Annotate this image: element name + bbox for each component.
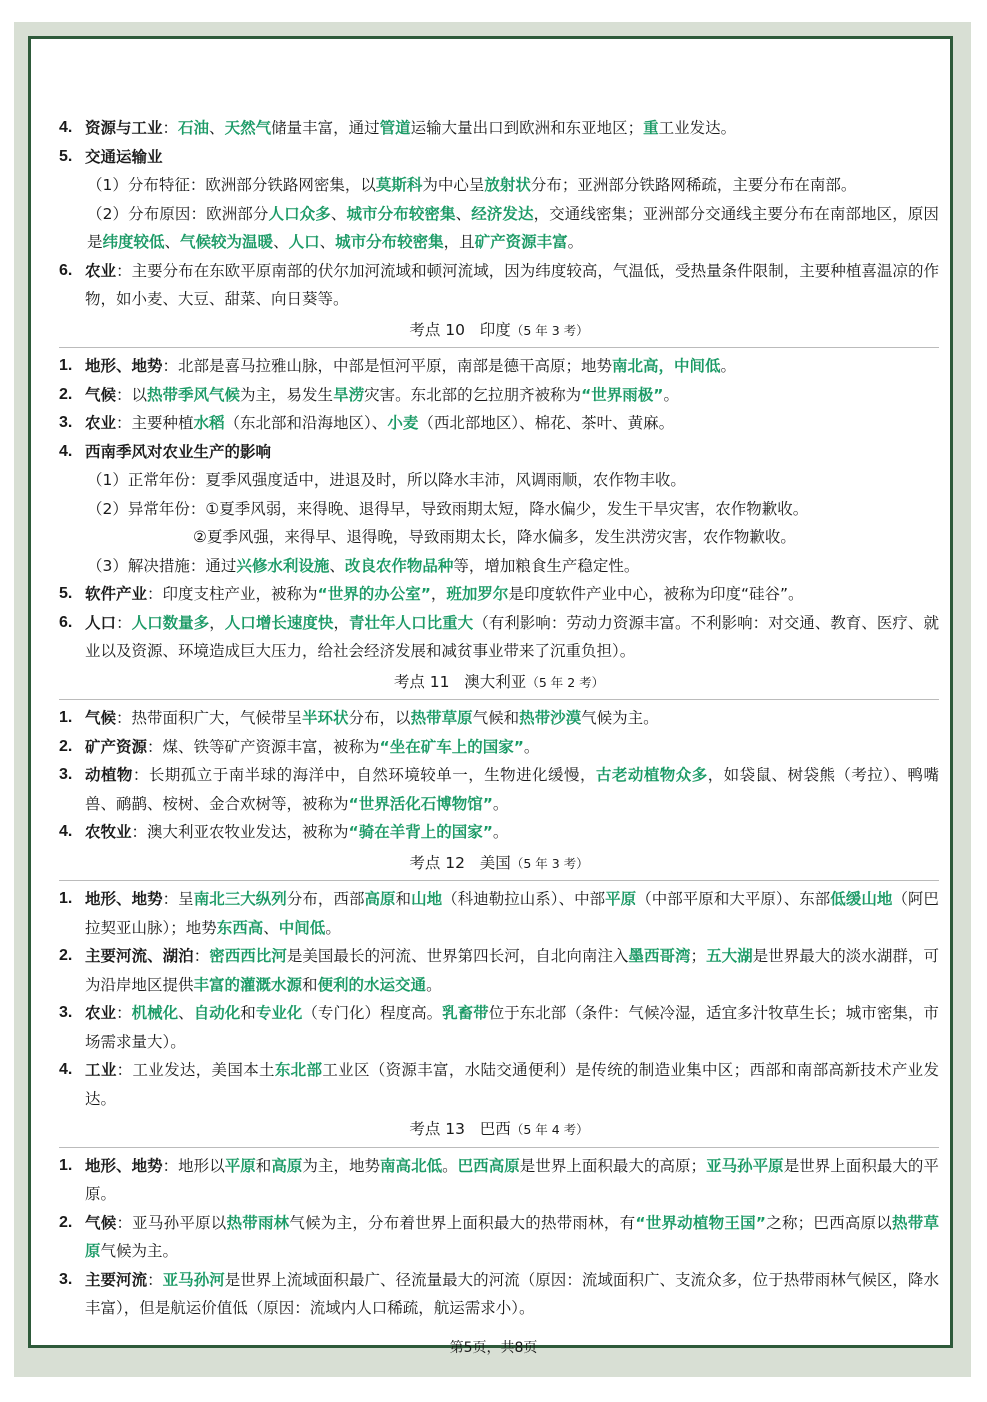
key-term: “世界的办公室” — [317, 585, 431, 603]
list-item — [59, 352, 939, 381]
text-run: ：以 — [116, 385, 148, 404]
section-title: 澳大利亚 — [464, 672, 527, 691]
text-run: 是印度软件产业中心，被称为印度“硅谷”。 — [508, 585, 804, 603]
section-label: 考点 13 — [409, 1120, 466, 1138]
list-item — [59, 143, 939, 172]
key-term: 天然气 — [224, 119, 272, 137]
item-number: 4. — [59, 1061, 73, 1078]
item-text — [85, 438, 939, 467]
text-run: （3）解决措施：通过 — [87, 556, 237, 575]
section-divider — [59, 880, 939, 881]
key-term: 经济发达 — [471, 204, 534, 223]
item-text — [85, 733, 939, 762]
item-number: 5. — [59, 147, 73, 165]
text-run: ： — [116, 613, 132, 632]
key-term: 纬度较低 — [102, 233, 165, 251]
item-text — [87, 466, 939, 495]
text-run: 分布，以 — [348, 709, 411, 727]
key-term: 城市分布较密集 — [346, 204, 456, 223]
section-label: 考点 12 — [409, 853, 466, 872]
text-run: ，如袋鼠、树袋熊（考拉）、鸭嘴兽、鸸鹋、桉树、金合欢树等，被称为 — [85, 766, 939, 813]
item-title: 工业 — [85, 1061, 117, 1079]
item-number: 1. — [59, 709, 73, 726]
text-run: 气候为主。 — [581, 709, 659, 727]
text-run: 气候为主。 — [100, 1242, 179, 1260]
text-run: 是世界上面积最大的高原； — [519, 1156, 707, 1175]
key-term: 石油 — [178, 119, 210, 137]
key-term: 矿产资源丰富 — [474, 233, 568, 251]
text-run: 、 — [273, 233, 289, 251]
text-run: ：呈 — [162, 890, 194, 908]
text-run: ， — [333, 613, 349, 632]
section-divider — [59, 347, 939, 348]
section-title: 美国 — [479, 853, 511, 872]
key-term: 兴修水利设施 — [236, 556, 330, 575]
text-run: 。 — [325, 918, 341, 937]
section-label: 考点 11 — [393, 672, 450, 691]
text-run: （1）分布特征：欧洲部分铁路网密集，以 — [87, 176, 376, 194]
text-run: 气候为主，分布着世界上面积最大的热带雨林，有 — [289, 1213, 636, 1232]
item-title: 农业 — [85, 414, 117, 432]
text-run: ，且 — [443, 233, 475, 251]
item-text — [85, 1152, 939, 1209]
key-term: 半环状 — [302, 709, 349, 727]
text-run: 。 — [492, 823, 509, 841]
text-run: 是美国最长的河流、世界第四长河，自北向南注入 — [286, 947, 629, 965]
section-divider — [59, 1147, 939, 1148]
list-item — [59, 495, 939, 524]
text-run: ： — [147, 1270, 163, 1289]
text-run: 位于东北部（条件：气候冷湿，适宜多汁牧草生长；城市密集，市场需求量大）。 — [85, 1004, 939, 1051]
section-10-heading — [59, 316, 939, 346]
text-run: 等，增加粮食生产稳定性。 — [453, 556, 640, 575]
text-run: 。 — [426, 975, 442, 994]
item-number: 3. — [59, 766, 73, 783]
key-term: 热带草原 — [85, 1213, 939, 1260]
section-9-items — [59, 114, 939, 314]
item-text — [87, 552, 939, 581]
item-number: 3. — [59, 1004, 73, 1021]
text-run: 、 — [164, 233, 181, 251]
key-term: 热带季风气候 — [147, 385, 241, 404]
text-run: （2）异常年份：①夏季风弱，来得晚、退得早，导致雨期太短，降水偏少，发生干旱灾害，农作物歉收。 — [87, 499, 809, 518]
text-run: （科迪勒拉山系）、中部 — [442, 890, 606, 908]
text-run: ：热带面积广大，气候带呈 — [116, 709, 303, 727]
key-term: 高原 — [271, 1156, 303, 1175]
key-term: 热带草原 — [410, 709, 473, 727]
item-title: 地形、地势 — [85, 357, 163, 375]
text-run: ：地形以 — [162, 1156, 225, 1175]
item-text — [85, 257, 939, 314]
item-text — [193, 523, 939, 552]
item-text — [85, 942, 939, 999]
text-run: 、 — [319, 233, 336, 251]
item-text — [85, 609, 939, 666]
item-title: 地形、地势 — [85, 1156, 163, 1175]
key-term: 古老动植物众多 — [595, 766, 708, 784]
text-run: 和 — [240, 1004, 256, 1022]
key-term: 热带沙漠 — [519, 709, 582, 727]
text-run: ：主要分布在东欧平原南部的伏尔加河流域和顿河流域，因为纬度较高，气温低，受热量条件限制，主要种植喜温凉的作物，如小麦、大豆、甜菜、向日葵等。 — [85, 261, 939, 308]
text-run: 之称；巴西高原以 — [766, 1213, 893, 1232]
key-term: 墨西哥湾 — [628, 947, 691, 965]
section-title: 巴西 — [479, 1120, 511, 1138]
text-run: 储量丰富，通过 — [271, 119, 380, 137]
item-title: 主要河流、湖泊 — [85, 947, 194, 965]
text-run: ：主要种植 — [116, 414, 194, 432]
item-text — [87, 495, 939, 524]
item-text — [85, 580, 939, 609]
key-term: 莫斯科 — [375, 176, 423, 194]
list-item — [59, 580, 939, 609]
text-run: ：煤、铁等矿产资源丰富，被称为 — [147, 737, 380, 756]
text-run: 为主，易发生 — [240, 385, 334, 404]
item-title: 农业 — [85, 1004, 117, 1022]
item-number: 4. — [59, 119, 73, 136]
key-term: 重 — [643, 119, 659, 137]
item-text — [85, 114, 939, 143]
item-text — [87, 200, 939, 257]
text-run: ：澳大利亚农牧业发达，被称为 — [131, 823, 349, 841]
item-number: 6. — [59, 261, 73, 279]
section-note: （5 年 4 考） — [510, 1122, 589, 1137]
section-11-heading — [59, 668, 939, 698]
text-run: 。 — [442, 1156, 458, 1175]
key-term: 山地 — [411, 890, 443, 908]
key-term: 五大湖 — [706, 947, 753, 965]
item-text — [85, 409, 939, 438]
item-title: 主要河流 — [85, 1270, 148, 1289]
text-run: （东北部和沿海地区）、 — [224, 414, 388, 432]
key-term: 管道 — [379, 119, 411, 137]
item-number: 1. — [59, 1156, 73, 1174]
text-run: 。 — [523, 737, 540, 756]
item-text — [85, 352, 939, 381]
page-content — [59, 114, 939, 1323]
key-term: 低缓山地 — [830, 890, 893, 908]
list-item — [59, 942, 939, 999]
list-item — [59, 1056, 939, 1113]
key-term: 热带雨林 — [226, 1213, 290, 1232]
list-item — [59, 818, 939, 847]
key-term: 放射状 — [484, 176, 531, 194]
key-term: “骑在羊背上的国家” — [348, 823, 493, 841]
text-run: ， — [430, 585, 447, 603]
key-term: 东北部 — [274, 1061, 323, 1079]
key-term: 丰富的灌溉水源 — [193, 975, 303, 994]
item-title: 软件产业 — [85, 585, 148, 603]
text-run: （2）分布原因：欧洲部分 — [87, 204, 269, 223]
text-run: 灾害。东北部的乞拉朋齐被称为 — [364, 385, 582, 404]
key-term: 城市分布较密集 — [335, 233, 444, 251]
item-number: 2. — [59, 947, 73, 964]
text-run: （中部平原和大平原）、东部 — [636, 890, 831, 908]
key-term: 班加罗尔 — [446, 585, 509, 603]
text-run: 为主，地势 — [302, 1156, 381, 1175]
list-item — [59, 552, 939, 581]
item-number: 2. — [59, 385, 73, 403]
item-title: 农牧业 — [85, 823, 132, 841]
list-item — [59, 200, 939, 257]
text-run: ：工业发达，美国本土 — [116, 1061, 275, 1079]
key-term: 南北三大纵列 — [193, 890, 287, 908]
text-run: （阿巴拉契亚山脉）；地势 — [85, 890, 939, 937]
key-term: 自动化 — [193, 1004, 241, 1022]
list-item — [59, 609, 939, 666]
key-term: 高原 — [364, 890, 396, 908]
text-run: ； — [690, 947, 707, 965]
item-title: 气候 — [85, 385, 117, 404]
section-11-items — [59, 704, 939, 847]
list-item — [59, 1152, 939, 1209]
key-term: “坐在矿车上的国家” — [379, 737, 524, 756]
key-term: 平原 — [605, 890, 637, 908]
item-text — [85, 381, 939, 410]
item-number: 5. — [59, 585, 73, 602]
text-run: 是世界最大的淡水湖群，可为沿岸地区提供 — [85, 947, 939, 994]
text-run: ： — [162, 119, 179, 137]
list-item — [59, 523, 939, 552]
text-run: 。 — [663, 385, 679, 404]
text-run: ②夏季风强，来得早、退得晚，导致雨期太长，降水偏多，发生洪涝灾害，农作物歉收。 — [193, 528, 796, 546]
list-item — [59, 171, 939, 200]
text-run: 和 — [395, 890, 412, 908]
item-number: 4. — [59, 823, 73, 840]
page-number: 第5页，共8页 — [449, 1340, 538, 1356]
list-item — [59, 1209, 939, 1266]
text-run: 、 — [330, 204, 347, 223]
section-divider — [59, 699, 939, 700]
list-item — [59, 704, 939, 733]
item-title: 地形、地势 — [85, 890, 163, 908]
section-note: （5 年 3 考） — [510, 855, 589, 871]
text-run: ：亚马孙平原以 — [116, 1213, 227, 1232]
list-item — [59, 381, 939, 410]
key-term: 气候较为温暖 — [180, 233, 274, 251]
list-item — [59, 761, 939, 818]
item-title: 农业 — [85, 261, 117, 280]
text-run: （西北部地区）、棉花、茶叶、黄麻。 — [418, 414, 675, 432]
section-label: 考点 10 — [409, 320, 466, 339]
text-run: 、 — [209, 119, 225, 137]
key-term: 亚马孙河 — [162, 1270, 225, 1289]
text-run: ，交通线密集；亚洲部分交通线主要分布在南部地区，原因是 — [87, 204, 939, 251]
item-text — [85, 999, 939, 1056]
list-item — [59, 1266, 939, 1323]
item-text — [85, 1056, 939, 1113]
item-text — [85, 1266, 939, 1323]
item-number: 2. — [59, 737, 73, 755]
list-item — [59, 114, 939, 143]
text-run: 和 — [302, 975, 318, 994]
key-term: 亚马孙平原 — [706, 1156, 784, 1175]
text-run: 、 — [455, 204, 472, 223]
key-term: 改良农作物品种 — [344, 556, 454, 575]
item-number: 3. — [59, 414, 73, 431]
list-item — [59, 885, 939, 942]
text-run: （1）正常年份：夏季风强度适中，进退及时，所以降水丰沛，风调雨顺，农作物丰收。 — [87, 471, 686, 489]
list-item — [59, 466, 939, 495]
text-run: ：长期孤立于南半球的海洋中，自然环境较单一，生物进化缓慢， — [132, 766, 596, 784]
text-run: ： — [193, 947, 210, 965]
text-run: 是世界上流域面积最广、径流量最大的河流（原因：流域面积广、支流众多，位于热带雨林气候区，降水丰富），但是航运价值低（原因：流域内人口稀疏，航运需求小）。 — [85, 1270, 939, 1317]
section-note: （5 年 2 考） — [526, 674, 605, 690]
item-title: 气候 — [85, 1213, 117, 1232]
key-term: “世界雨极” — [581, 385, 664, 404]
text-run: ： — [116, 1004, 132, 1022]
text-run: 、 — [263, 918, 279, 937]
item-title: 气候 — [85, 709, 117, 727]
item-number: 1. — [59, 890, 73, 907]
text-run: ：印度支柱产业，被称为 — [147, 585, 318, 603]
key-term: 巴西高原 — [457, 1156, 520, 1175]
list-item — [59, 409, 939, 438]
item-text — [87, 171, 939, 200]
key-term: 机械化 — [131, 1004, 179, 1022]
text-run: 、 — [329, 556, 345, 575]
key-term: 旱涝 — [333, 385, 365, 404]
item-number: 1. — [59, 357, 73, 374]
text-run: 工业区（资源丰富，水陆交通便利）是传统的制造业集中区；西部和南部高新技术产业发达。 — [85, 1061, 939, 1108]
key-term: 乳畜带 — [442, 1004, 489, 1022]
key-term: 人口众多 — [268, 204, 331, 223]
text-run: （有利影响：劳动力资源丰富。不利影响：对交通、教育、医疗、就业以及资源、环境造成巨大压力，给社会经济发展和减贫事业带来了沉重负担）。 — [85, 613, 939, 660]
key-term: 密西西比河 — [209, 947, 287, 965]
key-term: 水稻 — [193, 414, 225, 432]
item-title: 动植物 — [85, 766, 133, 784]
key-term: 南北高，中间低 — [612, 357, 721, 375]
item-title: 交通运输业 — [85, 147, 163, 166]
key-term: 东西高 — [216, 918, 264, 937]
text-run: 分布，西部 — [286, 890, 365, 908]
text-run: 是世界上面积最大的平原。 — [85, 1156, 939, 1203]
key-term: 南高北低 — [380, 1156, 443, 1175]
text-run: 和 — [255, 1156, 272, 1175]
item-title: 矿产资源 — [85, 737, 148, 756]
key-term: “世界动植物王国” — [635, 1213, 766, 1232]
text-run: 分布；亚洲部分铁路网稀疏，主要分布在南部。 — [530, 176, 857, 194]
item-text — [85, 885, 939, 942]
key-term: 便利的水运交通 — [317, 975, 427, 994]
list-item — [59, 999, 939, 1056]
text-run: ， — [209, 613, 225, 632]
item-text — [85, 1209, 939, 1266]
item-text — [85, 704, 939, 733]
item-title: 人口 — [85, 613, 117, 632]
key-term: 人口增长速度快 — [224, 613, 334, 632]
key-term: 小麦 — [387, 414, 419, 432]
item-number: 4. — [59, 442, 73, 460]
key-term: 平原 — [224, 1156, 256, 1175]
section-13-heading — [59, 1115, 939, 1145]
text-run: ：北部是喜马拉雅山脉，中部是恒河平原，南部是德干高原；地势 — [162, 357, 613, 375]
text-run: 。 — [567, 233, 584, 251]
text-run: （专门化）程度高。 — [302, 1004, 443, 1022]
item-text — [85, 143, 939, 172]
section-12-items — [59, 885, 939, 1113]
text-run: 气候和 — [472, 709, 520, 727]
item-title: 资源与工业 — [85, 119, 163, 137]
item-text — [85, 818, 939, 847]
key-term: “世界活化石博物馆” — [348, 794, 493, 813]
key-term: 人口 — [288, 233, 320, 251]
section-title: 印度 — [479, 320, 511, 339]
text-run: 。 — [720, 357, 737, 375]
key-term: 青壮年人口比重大 — [348, 613, 474, 632]
text-run: 工业发达。 — [658, 119, 737, 137]
text-run: 运输大量出口到欧洲和东亚地区； — [410, 119, 644, 137]
item-number: 3. — [59, 1270, 73, 1288]
item-number: 2. — [59, 1213, 73, 1231]
item-text — [85, 761, 939, 818]
key-term: 专业化 — [255, 1004, 303, 1022]
text-run: 。 — [492, 794, 509, 813]
key-term: 人口数量多 — [131, 613, 210, 632]
text-run: 、 — [178, 1004, 194, 1022]
list-item — [59, 733, 939, 762]
list-item — [59, 438, 939, 467]
item-title: 西南季风对农业生产的影响 — [85, 442, 272, 461]
item-number: 6. — [59, 613, 73, 631]
key-term: 中间低 — [278, 918, 326, 937]
list-item — [59, 257, 939, 314]
section-note: （5 年 3 考） — [510, 322, 589, 338]
section-13-items — [59, 1152, 939, 1323]
section-12-heading — [59, 849, 939, 879]
text-run: 为中心呈 — [422, 176, 485, 194]
section-10-items — [59, 352, 939, 666]
